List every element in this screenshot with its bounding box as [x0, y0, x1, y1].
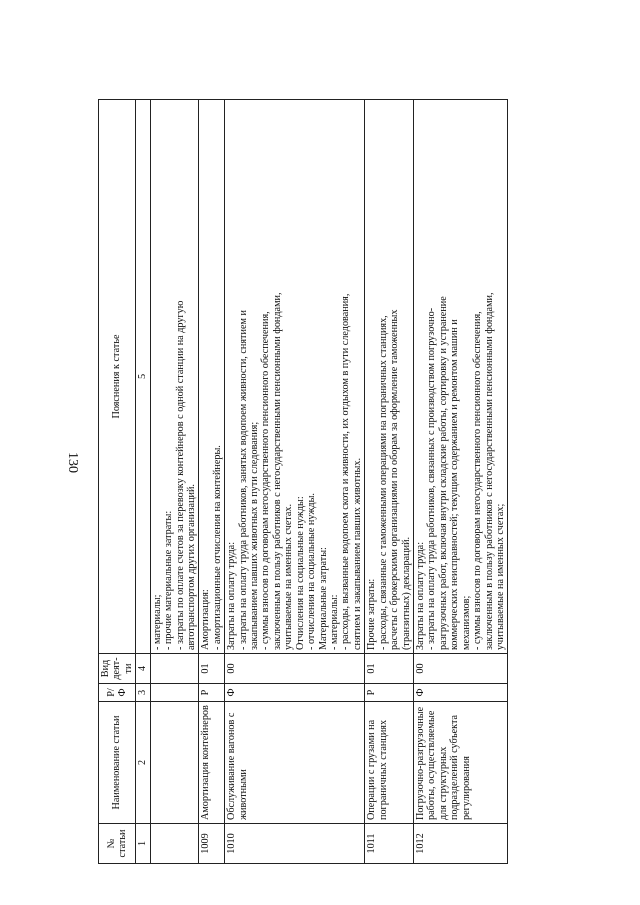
col-number: 5	[136, 100, 150, 654]
row-number: 1009	[199, 824, 225, 864]
header-row	[99, 100, 136, 864]
description-line: - суммы взносов по договорам негосударственного пенсионного обеспечения,	[472, 311, 484, 650]
row-description	[225, 100, 365, 654]
description-line: - затраты на оплату труда работников, связанных с производством погрузочно-	[426, 307, 438, 650]
table-row	[199, 100, 225, 864]
col-number: 1	[136, 824, 150, 864]
description-line: - затраты на оплату труда работников, занятых водопоем живности, снятием и	[237, 310, 249, 650]
description-line: Отчисления на социальные нужды:	[294, 496, 306, 650]
row-number: 1011	[365, 824, 414, 864]
row-vid: 00	[225, 654, 365, 684]
row-description	[199, 100, 225, 654]
cost-items-table	[98, 99, 508, 864]
description-line: - суммы взносов по договорам негосударственного пенсионного обеспечения,	[260, 311, 272, 650]
description-line: Прочие затраты:	[366, 578, 378, 650]
row-vid	[150, 654, 199, 684]
description-line: разгрузочных работ, включая внутри складские работы, сортировку и устранение	[437, 296, 449, 650]
row-number: 1012	[413, 824, 507, 864]
description-line: Материальные затраты:	[317, 547, 329, 650]
description-line: - амортизационные отчисления на контейнеры.	[211, 445, 223, 650]
header-name: Наименование статьи	[99, 702, 136, 824]
description-line: - расходы, связанные с таможенными операциями на пограничных станциях,	[377, 315, 389, 650]
col-number: 2	[136, 702, 150, 824]
row-name: Обслуживание вагонов с животными	[225, 702, 365, 824]
table-row	[413, 100, 507, 864]
header-desc: Пояснения к статье	[99, 100, 136, 654]
row-vid: 00	[413, 654, 507, 684]
row-description	[150, 100, 199, 654]
description-line: Затраты на оплату труда:	[226, 541, 238, 650]
row-rf: Р	[365, 684, 414, 702]
row-description	[365, 100, 414, 654]
description-line: заключенным в пользу работников с негосударственными пенсионными фондами,	[271, 292, 283, 650]
row-number	[150, 824, 199, 864]
description-line: - материалы:	[329, 594, 341, 650]
row-name: Погрузочно-разгрузочные работы, осуществляемые для структурных подразделений субъекта регулирования	[413, 702, 507, 824]
description-line: закапыванием павших животных в пути следования;	[249, 421, 261, 650]
description-line: - материалы;	[151, 594, 163, 650]
column-number-row	[136, 100, 150, 864]
description-line: учитываемые на именных счетах.	[283, 503, 295, 650]
header-vid: Вид деят-ти	[99, 654, 136, 684]
description-line: механизмов;	[460, 595, 472, 650]
row-vid: 01	[199, 654, 225, 684]
description-line: Затраты на оплату труда:	[414, 541, 426, 650]
description-line: Амортизация:	[200, 589, 212, 650]
row-name: Амортизация контейнеров	[199, 702, 225, 824]
description-line: автотранспортом других организаций.	[185, 484, 197, 650]
header-no: № статьи	[99, 824, 136, 864]
table-row	[365, 100, 414, 864]
description-line: - затраты по оплате счетов за перевозку контейнеров с одной станции на другую	[174, 300, 186, 650]
description-line: расчеты с брокерскими организациями по оборам за оформление таможенных	[389, 309, 401, 650]
description-line: учитываемые на именных счетах;	[494, 503, 506, 650]
header-rf: Р/ Ф	[99, 684, 136, 702]
table-row	[225, 100, 365, 864]
row-number: 1010	[225, 824, 365, 864]
description-line: снятием и закапыванием павших животных.	[351, 457, 363, 650]
row-name	[150, 702, 199, 824]
row-rf: Р	[199, 684, 225, 702]
col-number: 3	[136, 684, 150, 702]
row-rf	[150, 684, 199, 702]
description-line: - отчисления на социальные нужды.	[306, 493, 318, 650]
description-line: коммерческих неисправностей; текущим содержанием и ремонтом машин и	[449, 319, 461, 650]
description-line: - расходы, вызванные водопоем скота и живности, их отдыхом в пути следования,	[340, 293, 352, 650]
description-line: (транзитных) деклараций.	[400, 536, 412, 650]
page-number: 130	[65, 452, 80, 473]
description-line: - прочие материальные затраты:	[163, 510, 175, 650]
row-description	[413, 100, 507, 654]
description-line: заключенным в пользу работников с негосударственными пенсионными фондами,	[483, 292, 495, 650]
row-rf: Ф	[413, 684, 507, 702]
col-number: 4	[136, 654, 150, 684]
table-row	[150, 100, 199, 864]
row-name: Операции с грузами на пограничных станциях	[365, 702, 414, 824]
row-vid: 01	[365, 654, 414, 684]
row-rf: Ф	[225, 684, 365, 702]
rotated-table-wrapper	[98, 99, 578, 864]
